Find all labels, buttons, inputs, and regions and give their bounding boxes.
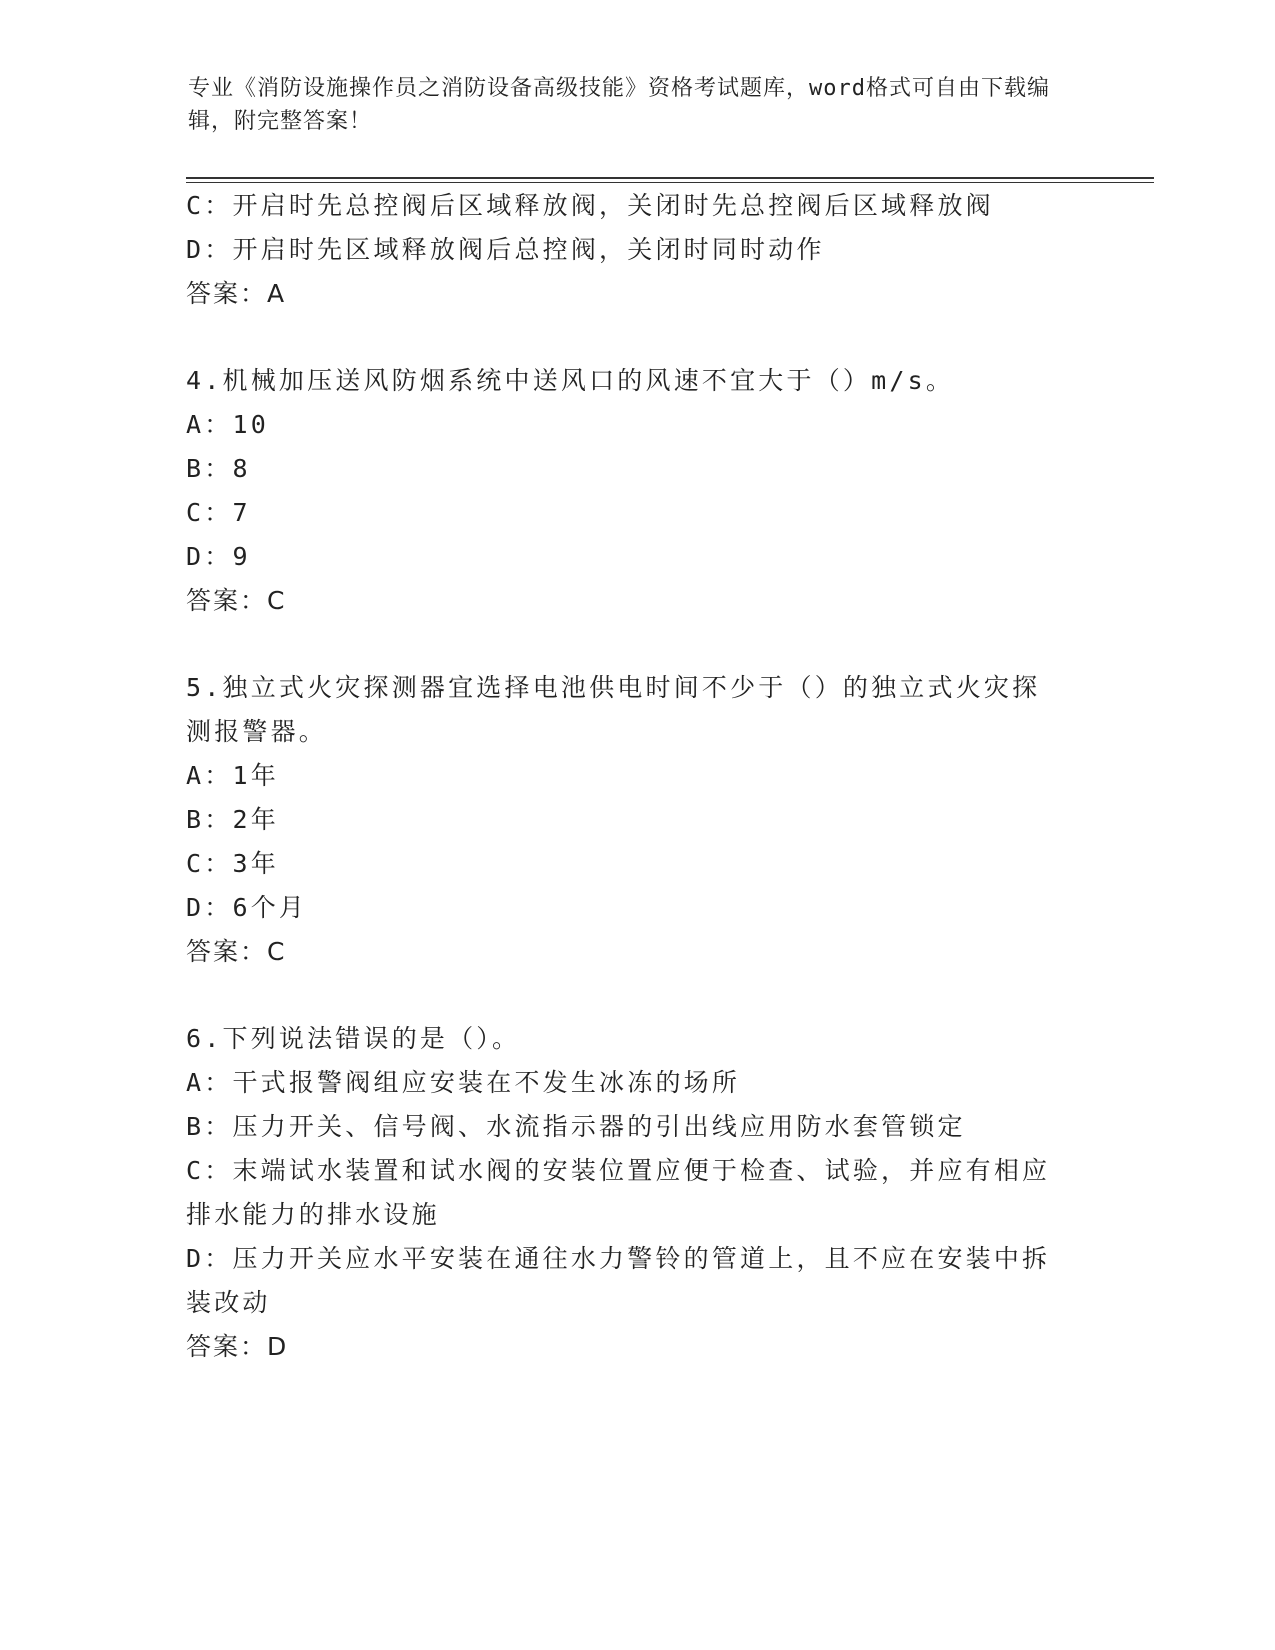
q6-answer: 答案：D [186,1332,289,1361]
q5-option-a: A：1年 [186,761,279,790]
q6-stem: 6.下列说法错误的是（）。 [186,1024,521,1053]
q6-option-b: B：压力开关、信号阀、水流指示器的引出线应用防水套管锁定 [186,1112,966,1141]
q3-option-d: D：开启时先区域释放阀后总控阀，关闭时同时动作 [186,235,825,264]
q6-option-c-line2: 排水能力的排水设施 [186,1200,440,1229]
q6-option-c-line1: C：末端试水装置和试水阀的安装位置应便于检查、试验，并应有相应 [186,1156,1051,1185]
q4-stem: 4.机械加压送风防烟系统中送风口的风速不宜大于（）m/s。 [186,366,955,395]
q4-option-d: D：9 [186,542,251,571]
q5-answer: 答案：C [186,937,287,966]
q4-answer: 答案：C [186,586,287,615]
q6-option-d-line2: 装改动 [186,1288,271,1317]
q3-option-c: C：开启时先总控阀后区域释放阀，关闭时先总控阀后区域释放阀 [186,191,994,220]
q5-stem-line2: 测报警器。 [186,717,328,746]
q6-option-a: A：干式报警阀组应安装在不发生冰冻的场所 [186,1068,741,1097]
q4-option-b: B：8 [186,454,251,483]
q5-option-d: D：6个月 [186,893,308,922]
header-divider-thin [186,182,1154,183]
q6-option-d-line1: D：压力开关应水平安装在通往水力警铃的管道上，且不应在安装中拆 [186,1244,1051,1273]
header-divider-thick [186,177,1154,179]
q4-option-a: A：10 [186,410,269,439]
q5-stem-line1: 5.独立式火灾探测器宜选择电池供电时间不少于（）的独立式火灾探 [186,673,1041,702]
document-header: 专业《消防设施操作员之消防设备高级技能》资格考试题库，word格式可自由下载编辑，附完整答案！ [188,76,1050,134]
q4-option-c: C：7 [186,498,251,527]
q3-answer: 答案：A [186,279,287,308]
q5-option-b: B：2年 [186,805,279,834]
q5-option-c: C：3年 [186,849,279,878]
